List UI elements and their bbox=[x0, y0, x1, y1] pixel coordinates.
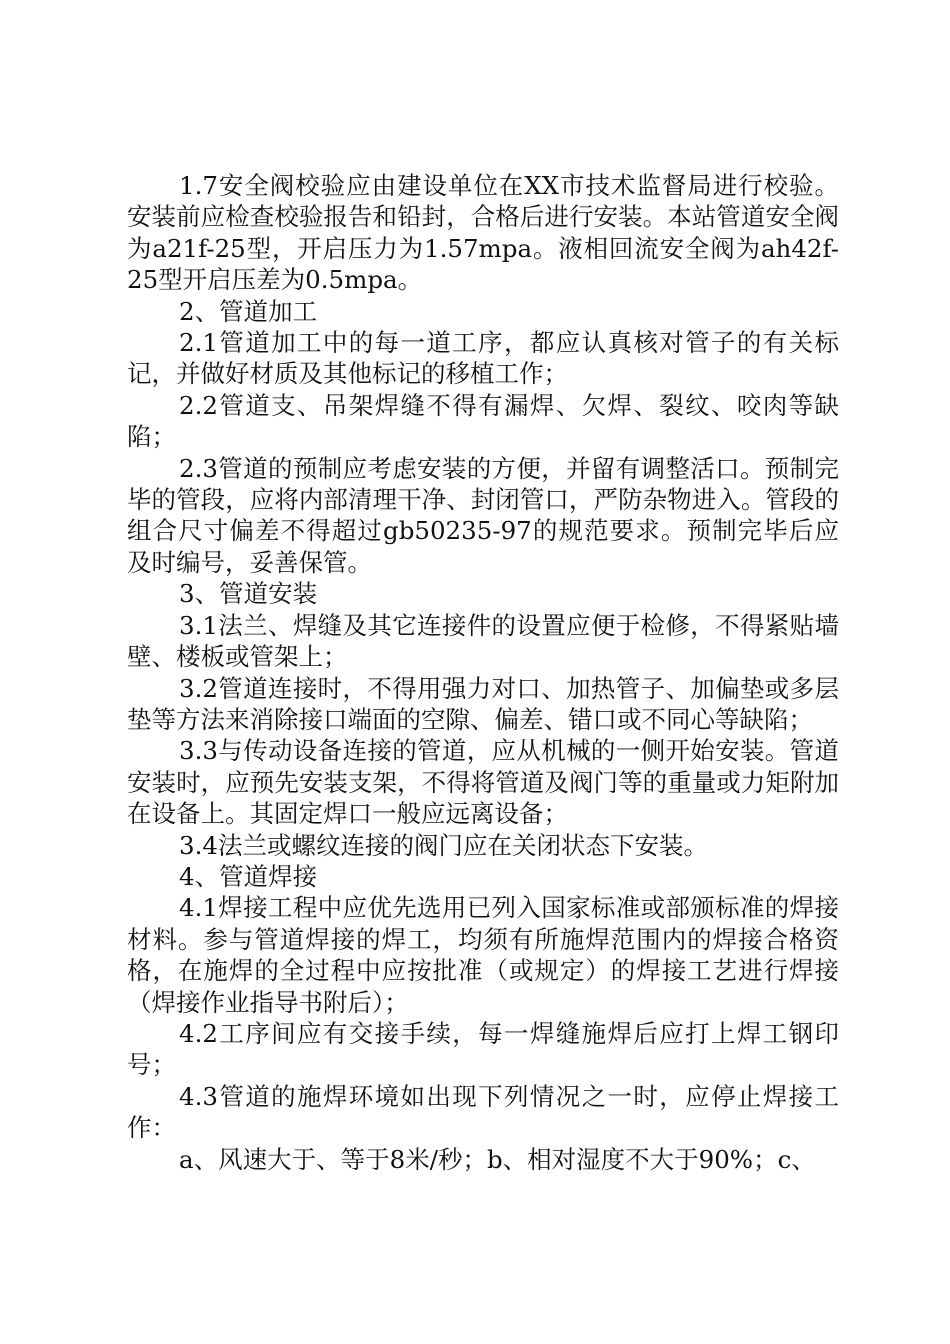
paragraph-4-3: 4.3管道的施焊环境如出现下列情况之一时，应停止焊接工作： bbox=[127, 1081, 839, 1143]
paragraph-2-2: 2.2管道支、吊架焊缝不得有漏焊、欠焊、裂纹、咬肉等缺陷； bbox=[127, 390, 839, 452]
paragraph-4-1: 4.1焊接工程中应优先选用已列入国家标准或部颁标准的焊接材料。参与管道焊接的焊工，均须有所施焊范围内的焊接合格资格，在施焊的全过程中应按批准（或规定）的焊接工艺进行焊接（焊接作业指导书附后）； bbox=[127, 893, 839, 1017]
paragraph-4-2: 4.2工序间应有交接手续，每一焊缝施焊后应打上焊工钢印号； bbox=[127, 1018, 839, 1080]
paragraph-3-2: 3.2管道连接时，不得用强力对口、加热管子、加偏垫或多层垫等方法来消除接口端面的空隙、偏差、错口或不同心等缺陷； bbox=[127, 673, 839, 734]
paragraph-4-3-conditions: a、风速大于、等于8米/秒；b、相对湿度不大于90%；c、 bbox=[179, 1144, 816, 1174]
section-heading-2: 2、管道加工 bbox=[179, 296, 318, 326]
paragraph-3-1: 3.1法兰、焊缝及其它连接件的设置应便于检修，不得紧贴墙壁、楼板或管架上； bbox=[127, 610, 839, 672]
paragraph-1-7: 1.7安全阀校验应由建设单位在XX市技术监督局进行校验。安装前应检查校验报告和铅封，合格后进行安装。本站管道安全阀为a21f-25型，开启压力为1.57mpa。液相回流安全阀为ah42f-25型开启压差为0.5mpa。 bbox=[127, 171, 839, 295]
section-heading-4: 4、管道焊接 bbox=[179, 861, 318, 891]
paragraph-2-1: 2.1管道加工中的每一道工序，都应认真核对管子的有关标记，并做好材质及其他标记的移植工作； bbox=[127, 328, 839, 389]
paragraph-2-3: 2.3管道的预制应考虑安装的方便，并留有调整活口。预制完毕的管段，应将内部清理干净、封闭管口，严防杂物进入。管段的组合尺寸偏差不得超过gb50235-97的规范要求。预制完毕后应及时编号，妥善保管。 bbox=[127, 453, 839, 577]
paragraph-3-4: 3.4法兰或螺纹连接的阀门应在关闭状态下安装。 bbox=[179, 830, 708, 860]
section-heading-3: 3、管道安装 bbox=[179, 579, 318, 609]
paragraph-3-3: 3.3与传动设备连接的管道，应从机械的一侧开始安装。管道安装时，应预先安装支架，不得将管道及阀门等的重量或力矩附加在设备上。其固定焊口一般应远离设备； bbox=[127, 736, 839, 829]
document-body bbox=[127, 170, 839, 1175]
